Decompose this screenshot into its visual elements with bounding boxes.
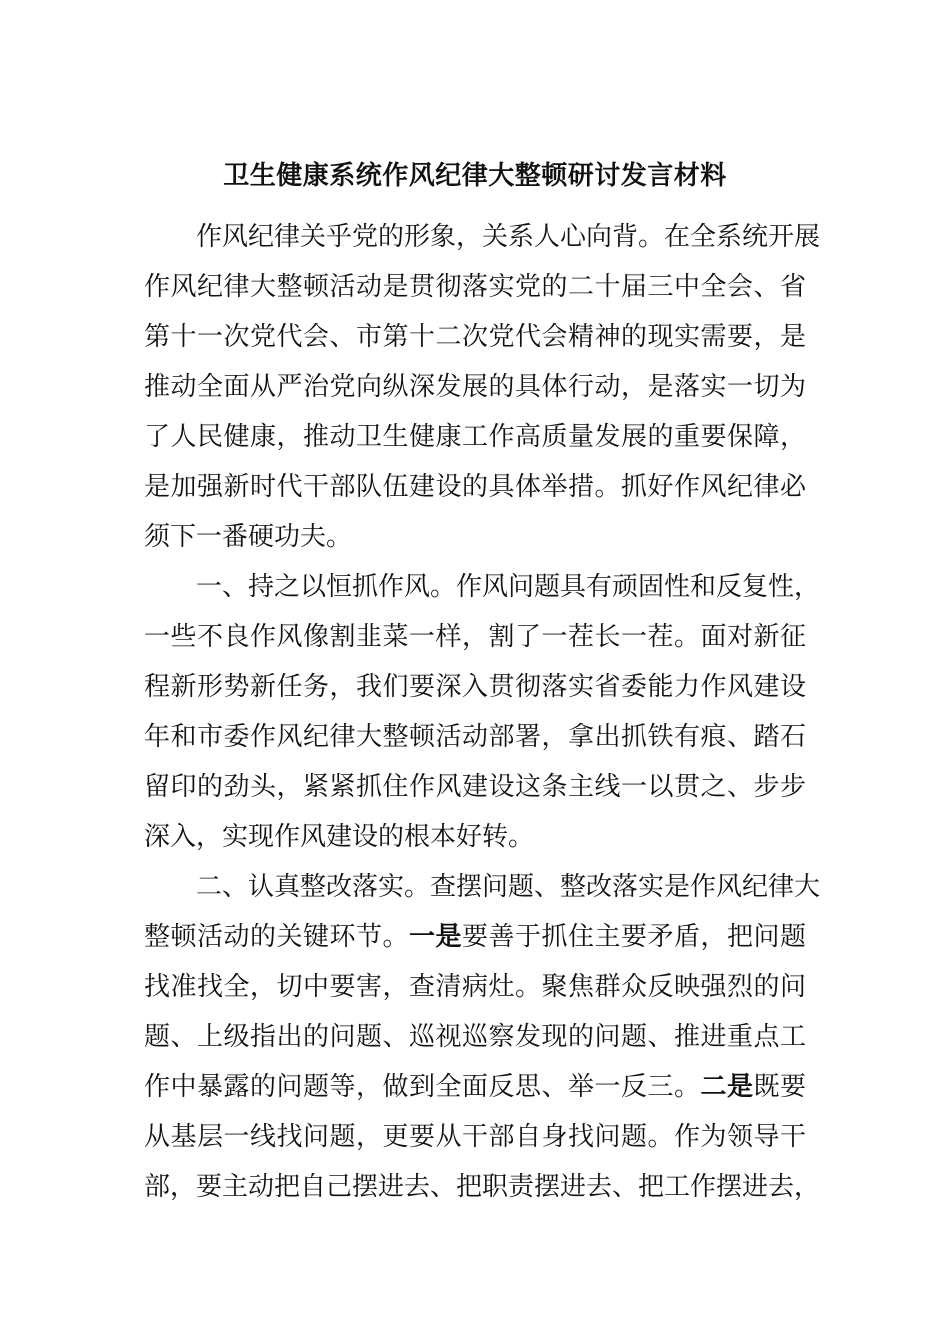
- line-text: 作中暴露的问题等，做到全面反思、举一反三。: [144, 1072, 701, 1102]
- paragraph-line: [144, 1062, 806, 1112]
- paragraph-line: 留印的劲头，紧紧抓住作风建设这条主线一以贯之、步步: [144, 772, 806, 802]
- paragraph-line: 推动全面从严治党向纵深发展的具体行动，是落实一切为: [144, 372, 806, 402]
- paragraph-line: 作风纪律关乎党的形象，关系人心向背。在全系统开展: [196, 222, 821, 252]
- paragraph-line: [144, 912, 806, 962]
- paragraph-line: 了人民健康，推动卫生健康工作高质量发展的重要保障，: [144, 422, 806, 452]
- paragraph-line: 一些不良作风像割韭菜一样，割了一茬长一茬。面对新征: [144, 622, 806, 652]
- paragraph-line: 深入，实现作风建设的根本好转。: [144, 822, 535, 852]
- paragraph-line: 第十一次党代会、市第十二次党代会精神的现实需要，是: [144, 322, 806, 352]
- paragraph-line: 程新形势新任务，我们要深入贯彻落实省委能力作风建设: [144, 672, 806, 702]
- paragraph-line: 题、上级指出的问题、巡视巡察发现的问题、推进重点工: [144, 1022, 806, 1052]
- paragraph-line: 年和市委作风纪律大整顿活动部署，拿出抓铁有痕、踏石: [144, 722, 806, 752]
- bold-marker-first: 一是: [408, 922, 462, 952]
- line-text: 既要: [753, 1072, 806, 1102]
- paragraph-line: 一、持之以恒抓作风。作风问题具有顽固性和反复性，: [196, 572, 821, 602]
- line-text: 整顿活动的关键环节。: [144, 922, 409, 952]
- paragraph-line: 从基层一线找问题，更要从干部自身找问题。作为领导干: [144, 1122, 806, 1152]
- paragraph-line: 作风纪律大整顿活动是贯彻落实党的二十届三中全会、省: [144, 272, 806, 302]
- paragraph-line: 须下一番硬功夫。: [144, 522, 353, 552]
- paragraph-line: 找准找全，切中要害，查清病灶。聚焦群众反映强烈的问: [144, 972, 806, 1002]
- paragraph-line: 是加强新时代干部队伍建设的具体举措。抓好作风纪律必: [144, 472, 806, 502]
- paragraph-line: 部，要主动把自己摆进去、把职责摆进去、把工作摆进去，: [144, 1172, 821, 1202]
- paragraph-line: 二、认真整改落实。查摆问题、整改落实是作风纪律大: [196, 872, 821, 902]
- document-title: 卫生健康系统作风纪律大整顿研讨发言材料: [223, 161, 727, 191]
- bold-marker-second: 二是: [700, 1072, 754, 1102]
- line-text: 要善于抓住主要矛盾，把问题: [461, 922, 806, 952]
